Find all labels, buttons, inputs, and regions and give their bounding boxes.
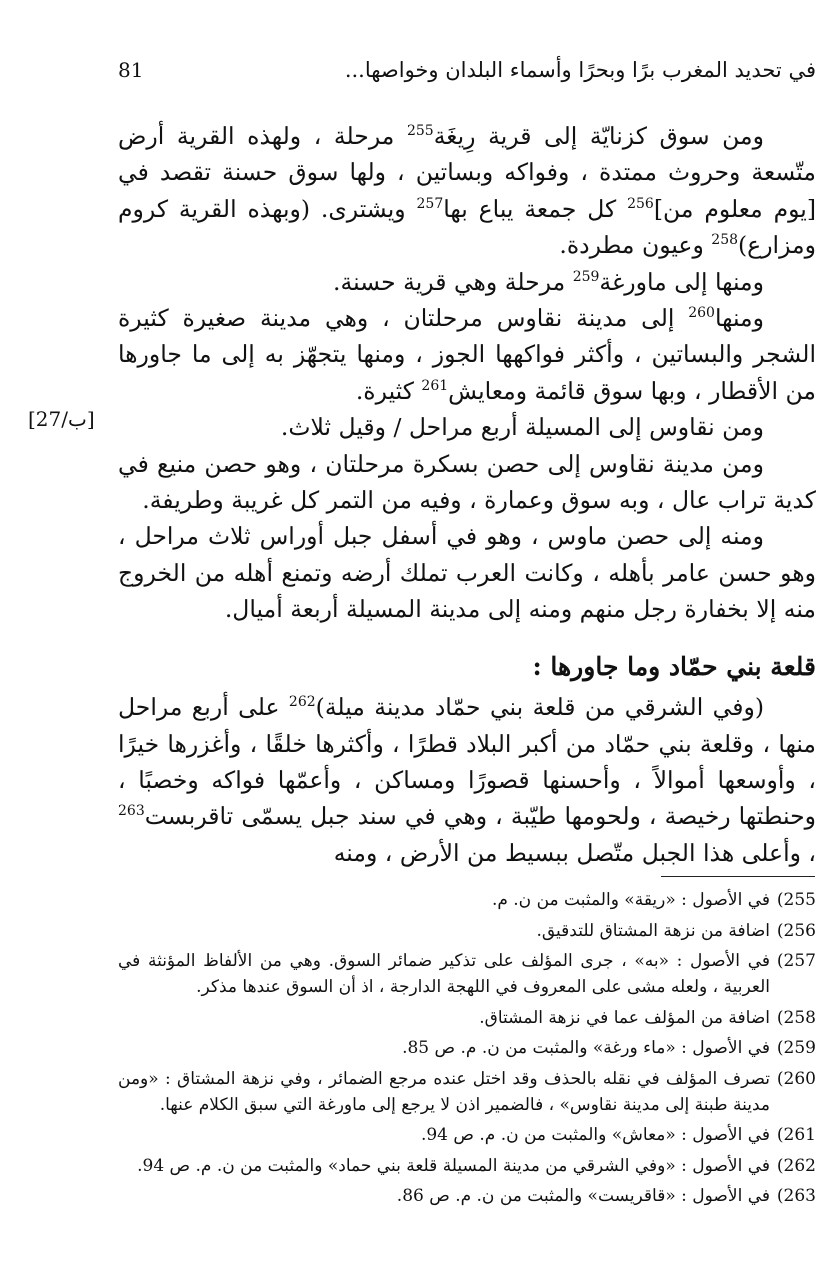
- footnote: [118, 918, 816, 944]
- footnote-text: في الأصول : «معاش» والمثبت من ن. م. ص 94.: [420, 1125, 770, 1145]
- footnote-ref: 261: [421, 378, 449, 395]
- footnote: [118, 1122, 816, 1148]
- footnote-number: 256): [776, 920, 816, 941]
- footnote: [118, 948, 816, 1000]
- text-run: مرحلة وهي قرية حسنة.: [333, 267, 573, 296]
- footnote-text: في الأصول : «ماء ورغة» والمثبت من ن. م. ص 85.: [402, 1038, 770, 1058]
- footnote-text: اضافة من المؤلف عما في نزهة المشتاق.: [479, 1007, 770, 1028]
- paragraph: [118, 264, 816, 300]
- footnote-ref: 263: [118, 803, 145, 820]
- paragraph: [118, 118, 816, 264]
- text-run: ومنها إلى ماورغة: [599, 267, 764, 296]
- footnote-divider: [661, 876, 815, 877]
- footnote: [118, 1005, 816, 1031]
- footnote: [118, 887, 816, 913]
- text-run: ومنها: [714, 304, 764, 333]
- footnote-number: 260): [776, 1068, 816, 1089]
- text-run: ومن مدينة نقاوس إلى حصن بسكرة مرحلتان ، وهو حصن منيع في كدية تراب عال ، وبه سوق وعمارة ، وفيه من التمر كل غريبة وطريفة.: [118, 449, 816, 515]
- text-run: ، وأعلى هذا الجبل متّصل ببسيط من الأرض ، ومنه: [333, 838, 816, 867]
- footnote-text: اضافة من نزهة المشتاق للتدقيق.: [536, 920, 770, 941]
- footnote-number: 259): [776, 1038, 816, 1058]
- footnote-number: 262): [776, 1155, 816, 1176]
- footnote-text: في الأصول : «قاقريست» والمثبت من ن. م. ص 86.: [396, 1186, 770, 1206]
- running-header: [118, 52, 816, 88]
- footnote-text: في الأصول : «ريقة» والمثبت من ن. م.: [491, 890, 770, 910]
- footnote-text: في الأصول : «به» ، جرى المؤلف على تذكير ضمائر السوق. وهي من الألفاظ المؤنثة في العربية ، ولعله مشى على المعروف في اللهجة الدارجة ، اذ أن السوق عندها مذكر.: [118, 951, 770, 997]
- footnote: [118, 1153, 816, 1179]
- footnote-ref: 259: [572, 268, 600, 285]
- footnote-ref: 255: [406, 123, 434, 140]
- footnote-ref: 260: [688, 305, 715, 322]
- footnote-ref: 257: [416, 195, 444, 212]
- text-run: على أربع مراحل منها ، وقلعة بني حمّاد من أكبر البلاد قطرًا ، وأكثرها خلقًا ، وأغزرها خيرًا ، وأوسعها أموالاً ، وأحسنها قصورًا ومساكن ، وأعمّها فواكه وخصبًا ، وحنطتها رخيصة ، ولحومها طيّبة ، وهي في سند جبل يسمّى تاقربست: [118, 693, 816, 831]
- footnote: [118, 1066, 816, 1118]
- footnote-ref: 262: [288, 694, 316, 711]
- paragraph: [118, 300, 816, 409]
- text-run: كل جمعة يباع بها: [443, 194, 628, 223]
- page-number: 81: [118, 58, 144, 82]
- footnote-text: تصرف المؤلف في نقله بالحذف وقد اختل عنده مرجع الضمائر ، وفي نزهة المشتاق : «ومن مدينة طبنة إلى مدينة نقاوس» ، فالضمير اذن لا يرجع إلى ماورغة التي سبق الكلام عنها.: [118, 1068, 770, 1115]
- text-run: كثيرة.: [355, 376, 422, 405]
- text-run: وعيون مطردة.: [559, 231, 712, 260]
- footnote-number: 257): [776, 951, 816, 971]
- text-run: ويشترى. (وبهذه القرية كروم ومزارع): [118, 194, 816, 260]
- section-heading: قلعة بني حمّاد وما جاورها :: [532, 651, 816, 681]
- footnote-text: في الأصول : «وفي الشرقي من مدينة المسيلة قلعة بني حماد» والمثبت من ن. م. ص 94.: [137, 1155, 770, 1176]
- paragraph: [118, 409, 816, 445]
- footnote: [118, 1183, 816, 1209]
- text-run: ومن سوق كزنايّة إلى قرية رِيغَة: [433, 122, 764, 150]
- paragraph: [118, 518, 816, 627]
- footnotes: [118, 887, 816, 1214]
- footnote-ref: 258: [711, 232, 739, 249]
- main-text: [118, 118, 816, 871]
- text-run: مرحلة ، ولهذه القرية أرض متّسعة وحروث ممتدة ، وفواكه وبساتين ، ولها سوق حسنة تقصد في [يوم معلوم من]: [118, 122, 816, 223]
- text-run: (وفي الشرقي من قلعة بني حمّاد مدينة ميلة): [315, 693, 764, 722]
- footnote-number: 255): [776, 890, 816, 910]
- footnote-number: 258): [776, 1007, 816, 1028]
- footnote: [118, 1035, 816, 1061]
- footnote-ref: 256: [627, 195, 654, 212]
- paragraph: [118, 446, 816, 519]
- text-run: ومنه إلى حصن ماوس ، وهو في أسفل جبل أوراس ثلاث مراحل ، وهو حسن عامر بأهله ، وكانت العرب تملك أرضه وتمنع أهله من الخروج منه إلا بخفارة رجل منهم ومنه إلى مدينة المسيلة أربعة أميال.: [118, 522, 816, 624]
- running-title: في تحديد المغرب برًا وبحرًا وأسماء البلدان وخواصها...: [344, 58, 816, 82]
- paragraph: [118, 689, 816, 871]
- text-run: ومن نقاوس إلى المسيلة أربع مراحل / وقيل ثلاث.: [280, 413, 764, 442]
- folio-marker: [27/ب]: [28, 407, 95, 431]
- text-run: إلى مدينة نقاوس مرحلتان ، وهي مدينة صغيرة كثيرة الشجر والبساتين ، وأكثر فواكهها الجوز ، ومنها يتجهّز به إلى ما جاورها من الأقطار ، وبها سوق قائمة ومعايش: [118, 304, 816, 405]
- footnote-number: 261): [776, 1125, 816, 1145]
- footnote-number: 263): [776, 1186, 816, 1206]
